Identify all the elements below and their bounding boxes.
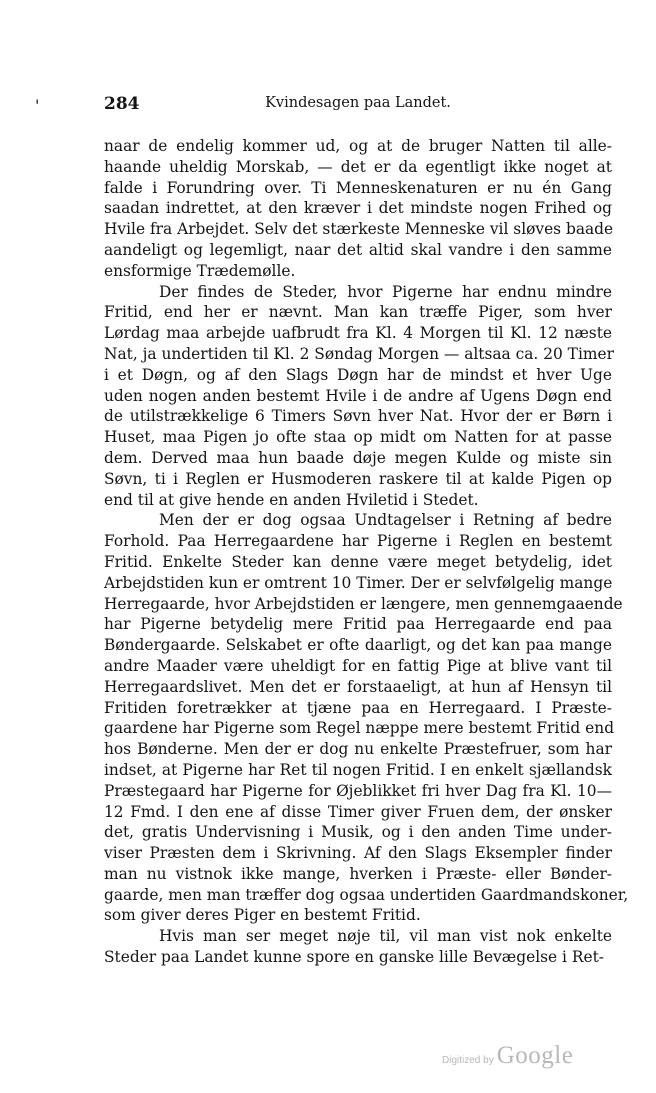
text-line: hos Bønderne. Men der er dog nu enkelte Præstefruer, som har [104, 740, 612, 759]
text-line: Fritiden foretrækker at tjæne paa en Herregaard. I Præste- [104, 698, 612, 717]
page-header [104, 94, 612, 120]
text-line: Bøndergaarde. Selskabet er ofte daarligt, og det kan paa mange [104, 636, 612, 655]
text-line: de utilstrækkelige 6 Timers Søvn hver Nat. Hvor der er Børn i [104, 407, 612, 426]
text-line: Arbejdstiden kun er omtrent 10 Timer. Der er selvfølgelig mange [104, 573, 613, 592]
body-text [104, 136, 629, 968]
text-line: Fritid. Enkelte Steder kan denne være meget betydelig, idet [104, 552, 612, 571]
text-line: Fritid, end her er nævnt. Man kan træffe Piger, som hver [104, 303, 612, 322]
running-title: Kvindesagen paa Landet. [265, 95, 451, 111]
paragraph [104, 926, 612, 968]
text-line: ensformige Trædemølle. [104, 261, 296, 280]
text-line: gaarde, men man træffer dog ogsaa undertiden Gaardmandskoner, [104, 885, 629, 904]
text-line: man nu vistnok ikke mange, hverken i Præste- eller Bønder- [104, 864, 612, 883]
text-line: uden nogen anden bestemt Hvile i de andre af Ugens Døgn end [104, 386, 612, 405]
text-line: dem. Derved maa hun baade døje megen Kulde og miste sin [104, 448, 612, 467]
text-line: viser Præsten dem i Skrivning. Af den Slags Eksempler finder [104, 844, 612, 863]
text-line: i et Døgn, og af den Slags Døgn har de mindst et hver Uge [104, 365, 612, 384]
text-line: Forhold. Paa Herregaardene har Pigerne i Reglen en bestemt [104, 532, 612, 551]
text-line: Hvile fra Arbejdet. Selv det stærkeste Menneske vil sløves baade [104, 220, 614, 239]
text-line: Men der er dog ogsaa Undtagelser i Retning af bedre [159, 511, 612, 530]
stray-mark: ' [35, 96, 40, 115]
text-line: andre Maader være uheldigt for en fattig Pige at blive vant til [104, 656, 612, 675]
paragraph [104, 282, 612, 511]
text-line: Hvis man ser meget nøje til, vil man vist nok enkelte [159, 927, 612, 946]
text-line: Nat, ja undertiden til Kl. 2 Søndag Morgen — altsaa ca. 20 Timer [104, 344, 614, 363]
text-line: saadan indrettet, at den kræver i det mindste nogen Frihed og [104, 199, 612, 218]
text-line: Huset, maa Pigen jo ofte staa op midt om Natten for at passe [104, 428, 612, 447]
text-line: haande uheldig Morskab, — det er da egentligt ikke noget at [104, 157, 612, 176]
text-line: Steder paa Landet kunne spore en ganske lille Bevægelse i Ret- [104, 948, 604, 967]
text-line: falde i Forundring over. Ti Menneskenaturen er nu én Gang [104, 178, 612, 197]
text-line: aandeligt og legemligt, naar det altid skal vandre i den samme [104, 240, 612, 259]
page-number: 284 [104, 94, 140, 114]
text-line: Søvn, ti i Reglen er Husmoderen raskere til at kalde Pigen op [104, 469, 612, 488]
text-line: 12 Fmd. I den ene af disse Timer giver Fruen dem, der ønsker [104, 802, 612, 821]
text-line: Lørdag maa arbejde uafbrudt fra Kl. 4 Morgen til Kl. 12 næste [104, 324, 612, 343]
text-line: Herregaarde, hvor Arbejdstiden er længere, men gennemgaaende [104, 594, 623, 613]
text-line: indset, at Pigerne har Ret til nogen Fritid. I en enkelt sjællandsk [104, 760, 612, 779]
paragraph [104, 510, 629, 926]
text-line: har Pigerne betydelig mere Fritid paa Herregaarde end paa [104, 615, 612, 634]
text-line: end til at give hende en anden Hviletid i Stedet. [104, 490, 479, 509]
text-line: som giver deres Piger en bestemt Fritid. [104, 906, 421, 925]
text-line: naar de endelig kommer ud, og at de bruger Natten til alle- [104, 137, 612, 155]
text-line: gaardene har Pigerne som Regel næppe mere bestemt Fritid end [104, 719, 615, 738]
digitized-by-google-watermark [442, 1042, 573, 1070]
watermark-prefix: Digitized by [442, 1055, 494, 1066]
text-line: det, gratis Undervisning i Musik, og i den anden Time under- [104, 823, 612, 842]
text-line: Der findes de Steder, hvor Pigerne har endnu mindre [159, 282, 612, 301]
text-line: Herregaardslivet. Men det er forstaaeligt, at hun af Hensyn til [104, 677, 612, 696]
text-line: Præstegaard har Pigerne for Øjeblikket fri hver Dag fra Kl. 10— [104, 781, 612, 800]
google-logo: Google [496, 1042, 574, 1069]
paragraph [104, 136, 612, 282]
